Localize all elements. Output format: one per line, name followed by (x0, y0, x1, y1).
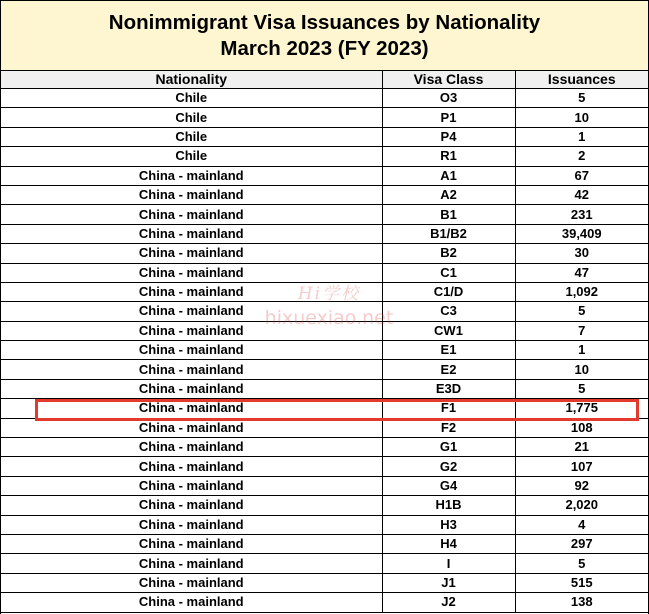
cell-visa-class: J1 (382, 573, 515, 592)
cell-visa-class: C1 (382, 263, 515, 282)
cell-nationality: China - mainland (1, 399, 382, 418)
table-row (1, 360, 648, 379)
cell-nationality: China - mainland (1, 302, 382, 321)
cell-nationality: China - mainland (1, 476, 382, 495)
cell-nationality: China - mainland (1, 457, 382, 476)
cell-nationality: China - mainland (1, 534, 382, 553)
table-row (1, 166, 648, 185)
cell-visa-class: H4 (382, 534, 515, 553)
column-header-nationality: Nationality (1, 71, 382, 89)
cell-visa-class: B2 (382, 244, 515, 263)
cell-issuances: 5 (515, 302, 648, 321)
cell-visa-class: A1 (382, 166, 515, 185)
table-row (1, 457, 648, 476)
table-row (1, 185, 648, 204)
cell-issuances: 1 (515, 127, 648, 146)
table-row (1, 438, 648, 457)
table-row (1, 244, 648, 263)
cell-issuances: 7 (515, 321, 648, 340)
cell-visa-class: E3D (382, 379, 515, 398)
cell-visa-class: P1 (382, 108, 515, 127)
table-row (1, 282, 648, 301)
cell-visa-class: E1 (382, 341, 515, 360)
table-row (1, 147, 648, 166)
cell-issuances: 10 (515, 360, 648, 379)
table-row (1, 321, 648, 340)
cell-nationality: Chile (1, 127, 382, 146)
column-header-issuances: Issuances (515, 71, 648, 89)
cell-issuances: 1,092 (515, 282, 648, 301)
cell-visa-class: G2 (382, 457, 515, 476)
table-row (1, 341, 648, 360)
cell-issuances: 5 (515, 89, 648, 108)
cell-nationality: China - mainland (1, 418, 382, 437)
cell-visa-class: H3 (382, 515, 515, 534)
cell-visa-class: A2 (382, 185, 515, 204)
cell-issuances: 231 (515, 205, 648, 224)
table-row (1, 224, 648, 243)
cell-nationality: China - mainland (1, 573, 382, 592)
cell-nationality: China - mainland (1, 438, 382, 457)
cell-nationality: China - mainland (1, 282, 382, 301)
cell-nationality: China - mainland (1, 321, 382, 340)
cell-nationality: China - mainland (1, 244, 382, 263)
page-subtitle: March 2023 (FY 2023) (220, 37, 429, 60)
cell-issuances: 1,775 (515, 399, 648, 418)
table-row (1, 89, 648, 108)
cell-visa-class: O3 (382, 89, 515, 108)
cell-nationality: China - mainland (1, 224, 382, 243)
cell-visa-class: CW1 (382, 321, 515, 340)
cell-issuances: 138 (515, 593, 648, 612)
table-header-row (1, 71, 648, 89)
cell-visa-class: R1 (382, 147, 515, 166)
cell-nationality: China - mainland (1, 554, 382, 573)
cell-nationality: China - mainland (1, 593, 382, 612)
cell-issuances: 47 (515, 263, 648, 282)
watermark-text: hixuexiao.net (264, 307, 394, 329)
cell-nationality: Chile (1, 89, 382, 108)
cell-visa-class: B1/B2 (382, 224, 515, 243)
table-row (1, 534, 648, 553)
page-title: Nonimmigrant Visa Issuances by Nationality (108, 11, 541, 34)
issuance-table (1, 71, 648, 613)
cell-issuances: 21 (515, 438, 648, 457)
table-row (1, 593, 648, 612)
cell-nationality: China - mainland (1, 205, 382, 224)
table-row (1, 573, 648, 592)
cell-issuances: 297 (515, 534, 648, 553)
table-row (1, 205, 648, 224)
cell-issuances: 1 (515, 341, 648, 360)
table-row (1, 496, 648, 515)
cell-visa-class: B1 (382, 205, 515, 224)
cell-issuances: 2,020 (515, 496, 648, 515)
cell-nationality: China - mainland (1, 496, 382, 515)
cell-visa-class: G1 (382, 438, 515, 457)
cell-visa-class: I (382, 554, 515, 573)
cell-issuances: 108 (515, 418, 648, 437)
cell-visa-class: G4 (382, 476, 515, 495)
table-row (1, 108, 648, 127)
cell-visa-class: P4 (382, 127, 515, 146)
cell-issuances: 2 (515, 147, 648, 166)
cell-issuances: 10 (515, 108, 648, 127)
cell-issuances: 107 (515, 457, 648, 476)
cell-issuances: 5 (515, 554, 648, 573)
cell-visa-class: H1B (382, 496, 515, 515)
cell-nationality: China - mainland (1, 379, 382, 398)
watermark-logo: Hi学校 (297, 284, 361, 304)
cell-issuances: 67 (515, 166, 648, 185)
cell-visa-class: E2 (382, 360, 515, 379)
cell-issuances: 92 (515, 476, 648, 495)
title-block (1, 0, 648, 71)
cell-visa-class: F1 (382, 399, 515, 418)
cell-nationality: China - mainland (1, 515, 382, 534)
cell-nationality: China - mainland (1, 166, 382, 185)
table-body (1, 89, 648, 613)
table-row (1, 379, 648, 398)
cell-visa-class: F2 (382, 418, 515, 437)
cell-nationality: Chile (1, 108, 382, 127)
cell-nationality: Chile (1, 147, 382, 166)
cell-nationality: China - mainland (1, 263, 382, 282)
table-row (1, 263, 648, 282)
table-row (1, 127, 648, 146)
table-row (1, 515, 648, 534)
table-row (1, 554, 648, 573)
cell-nationality: China - mainland (1, 341, 382, 360)
table-row (1, 476, 648, 495)
table-row (1, 418, 648, 437)
table-row (1, 302, 648, 321)
cell-issuances: 5 (515, 379, 648, 398)
cell-nationality: China - mainland (1, 360, 382, 379)
table-row (1, 399, 648, 418)
cell-issuances: 30 (515, 244, 648, 263)
cell-issuances: 42 (515, 185, 648, 204)
column-header-visa-class: Visa Class (382, 71, 515, 89)
cell-visa-class: J2 (382, 593, 515, 612)
cell-visa-class: C1/D (382, 282, 515, 301)
cell-visa-class: C3 (382, 302, 515, 321)
cell-issuances: 515 (515, 573, 648, 592)
cell-nationality: China - mainland (1, 185, 382, 204)
cell-issuances: 4 (515, 515, 648, 534)
cell-issuances: 39,409 (515, 224, 648, 243)
